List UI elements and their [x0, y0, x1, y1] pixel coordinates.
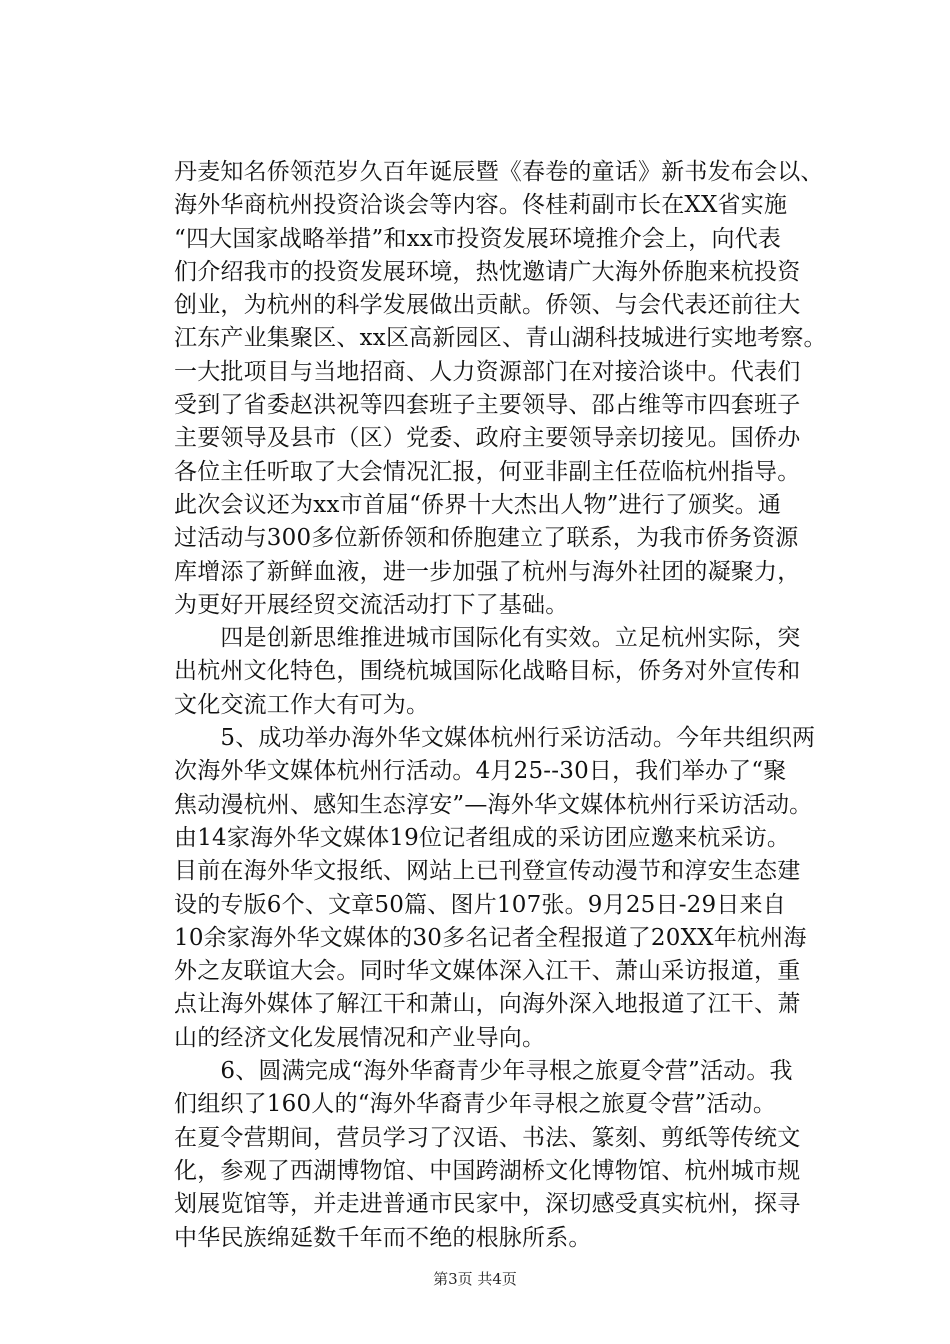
- text-line: 设的专版6个、文章50篇、图片107张。9月25日-29日来自: [174, 891, 786, 918]
- text-line: 化，参观了西湖博物馆、中国跨湖桥文化博物馆、杭州城市规: [174, 1157, 801, 1184]
- text-line: 此次会议还为xx市首届“侨界十大杰出人物”进行了颁奖。通: [174, 491, 782, 518]
- text-line: 出杭州文化特色，围绕杭城国际化战略目标，侨务对外宣传和: [174, 658, 801, 685]
- text-line: 江东产业集聚区、xx区高新园区、青山湖科技城进行实地考察。: [174, 325, 827, 352]
- page-footer: 第3页 共4页: [433, 1270, 517, 1288]
- text-line: 山的经济文化发展情况和产业导向。: [174, 1024, 546, 1051]
- text-line: 过活动与300多位新侨领和侨胞建立了联系，为我市侨务资源: [174, 525, 799, 552]
- text-line: 5、成功举办海外华文媒体杭州行采访活动。今年共组织两: [174, 725, 816, 752]
- document-body: [174, 156, 874, 1255]
- text-line: 中华民族绵延数千年而不绝的根脉所系。: [174, 1224, 592, 1251]
- text-line: 一大批项目与当地招商、人力资源部门在对接洽谈中。代表们: [174, 358, 801, 385]
- text-line: “四大国家战略举措”和xx市投资发展环境推介会上，向代表: [174, 225, 782, 252]
- text-line: 外之友联谊大会。同时华文媒体深入江干、萧山采访报道，重: [174, 958, 801, 985]
- text-line: 文化交流工作大有可为。: [174, 691, 430, 718]
- text-line: 库增添了新鲜血液，进一步加强了杭州与海外社团的凝聚力，: [174, 558, 801, 585]
- text-line: 6、圆满完成“海外华裔青少年寻根之旅夏令营”活动。我: [174, 1058, 793, 1085]
- text-line: 目前在海外华文报纸、网站上已刊登宣传动漫节和淳安生态建: [174, 858, 801, 885]
- text-line: 在夏令营期间，营员学习了汉语、书法、篆刻、剪纸等传统文: [174, 1124, 801, 1151]
- text-line: 各位主任听取了大会情况汇报，何亚非副主任莅临杭州指导。: [174, 458, 801, 485]
- text-line: 由14家海外华文媒体19位记者组成的采访团应邀来杭采访。: [174, 824, 791, 851]
- text-line: 焦动漫杭州、感知生态淳安”—海外华文媒体杭州行采访活动。: [174, 791, 813, 818]
- text-line: 划展览馆等，并走进普通市民家中，深切感受真实杭州，探寻: [174, 1191, 801, 1218]
- text-line: 们组织了160人的“海外华裔青少年寻根之旅夏令营”活动。: [174, 1091, 777, 1118]
- text-line: 次海外华文媒体杭州行活动。4月25--30日，我们举办了“聚: [174, 758, 787, 785]
- text-line: 丹麦知名侨领范岁久百年诞辰暨《春卷的童话》新书发布会以、: [174, 159, 824, 185]
- text-line: 创业，为杭州的科学发展做出贡献。侨领、与会代表还前往大: [174, 292, 801, 319]
- text-line: 10余家海外华文媒体的30多名记者全程报道了20XX年杭州海: [174, 924, 807, 951]
- text-line: 受到了省委赵洪祝等四套班子主要领导、邵占维等市四套班子: [174, 392, 801, 419]
- text-line: 主要领导及县市（区）党委、政府主要领导亲切接见。国侨办: [174, 425, 801, 452]
- text-line: 们介绍我市的投资发展环境，热忱邀请广大海外侨胞来杭投资: [174, 258, 801, 285]
- text-line: 点让海外媒体了解江干和萧山，向海外深入地报道了江干、萧: [174, 991, 801, 1018]
- text-line: 海外华商杭州投资洽谈会等内容。佟桂莉副市长在XX省实施: [174, 192, 788, 219]
- text-line: 四是创新思维推进城市国际化有实效。立足杭州实际，突: [174, 625, 801, 652]
- text-line: 为更好开展经贸交流活动打下了基础。: [174, 591, 569, 618]
